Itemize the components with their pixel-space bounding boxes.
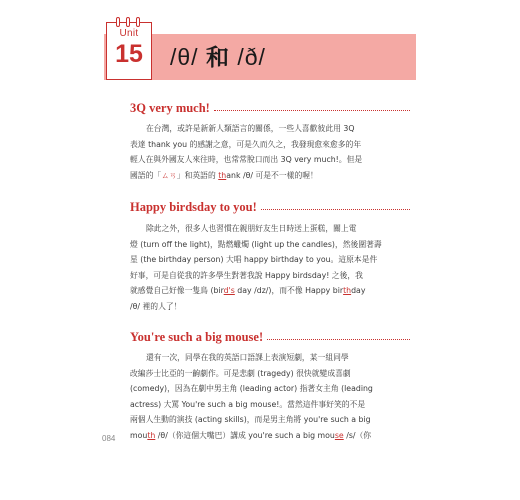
title-symbol-theta: /θ/ (170, 44, 206, 70)
text-segment: 除此之外，很多人也習慣在親朋好友生日時送上蛋糕，關上電 (146, 224, 357, 233)
text-segment: /θ/ 裡的人了！ (130, 301, 182, 311)
paragraph-line (130, 366, 400, 382)
text-segment: actress) 大罵 You're such a big mouse!。當然這件事好笑的不是 (130, 399, 366, 409)
section-body-1 (130, 121, 400, 183)
text-segment: day /dz/)，而不像 Happy bir (234, 286, 344, 296)
section-heading-1 (130, 99, 410, 117)
highlighted-phoneme: ㄙㄢ (161, 170, 177, 180)
text-segment: mou (130, 430, 148, 440)
section-title: 3Q very much! (130, 100, 210, 115)
text-segment: 星 (the birthday person) 大唱 happy birthday to you。這原本是件 (130, 255, 378, 265)
paragraph-line (130, 299, 400, 315)
paragraph-line (130, 121, 400, 137)
text-segment: /θ/（你這個大嘴巴）講成 you're such a big mou (155, 430, 335, 440)
paragraph-line (130, 412, 400, 428)
highlighted-phoneme: th (218, 170, 227, 180)
highlighted-phoneme: th (147, 430, 156, 440)
paragraph-line (130, 283, 400, 299)
paragraph-line (130, 168, 400, 184)
highlighted-phoneme: se (334, 430, 344, 440)
title-symbol-eth: /ð/ (229, 44, 266, 70)
text-segment: day (351, 286, 366, 296)
unit-number: 15 (115, 40, 143, 68)
section-title: You're such a big mouse! (130, 329, 264, 344)
paragraph-line (130, 350, 400, 366)
text-segment: 表達 thank you 的感謝之意，可是久而久之，我發現愈來愈多的年 (130, 139, 362, 149)
paragraph-line (130, 137, 400, 153)
section-body-2 (130, 221, 400, 315)
paragraph-line (130, 268, 400, 284)
text-segment: 就感覺自己好像一隻鳥 (bir (130, 286, 224, 296)
paragraph-line (130, 252, 400, 268)
dotted-divider (214, 110, 410, 111)
paragraph-line (130, 397, 400, 413)
paragraph-line (130, 152, 400, 168)
highlighted-phoneme: th (343, 286, 352, 296)
text-segment: 改編莎士比亞的一齣劇作。可是悲劇 (tragedy) 很快就變成喜劇 (130, 368, 351, 378)
section-heading-2 (130, 198, 410, 216)
paragraph-line (130, 428, 400, 444)
text-segment: 兩個人生動的演技 (acting skills)，而是男主角將 you're such a big (130, 415, 371, 425)
text-segment: ank /θ/ 可是不一樣的喔！ (226, 170, 318, 180)
unit-calendar-badge (106, 22, 152, 80)
section-heading-3 (130, 328, 410, 346)
unit-label: Unit (119, 28, 139, 39)
section-body-3 (130, 350, 400, 444)
paragraph-line (130, 221, 400, 237)
text-segment: 燈 (turn off the light)，點燃蠟燭 (light up the candles)，然後圍著壽 (130, 239, 382, 249)
dotted-divider (267, 339, 410, 340)
text-segment: 國語的「 (130, 170, 162, 180)
text-segment: /s/（你 (343, 430, 372, 440)
text-segment: 輕人在與外國友人來往時，也常常脫口而出 3Q very much!。但是 (130, 155, 363, 165)
text-segment: 在台灣，或許是新新人類語言的關係，一些人喜歡彼此用 3Q (146, 124, 355, 133)
text-segment: 還有一次，同學在我的英語口語課上表演短劇，某一組同學 (146, 353, 349, 362)
page-title (170, 40, 266, 74)
page-number: 084 (102, 434, 116, 443)
title-conjunction: 和 (205, 45, 230, 71)
highlighted-phoneme: d's (223, 286, 235, 296)
text-segment: (comedy)，因為在劇中男主角 (leading actor) 指著女主角 (leading (130, 384, 373, 394)
section-title: Happy birdsday to you! (130, 199, 257, 214)
text-segment: 好事，可是自從我的許多學生對著我說 Happy birdsday! 之後，我 (130, 270, 363, 280)
paragraph-line (130, 237, 400, 253)
calendar-rings-icon (107, 17, 151, 27)
dotted-divider (261, 209, 410, 210)
paragraph-line (130, 381, 400, 397)
text-segment: 」和英語的 (176, 170, 219, 180)
